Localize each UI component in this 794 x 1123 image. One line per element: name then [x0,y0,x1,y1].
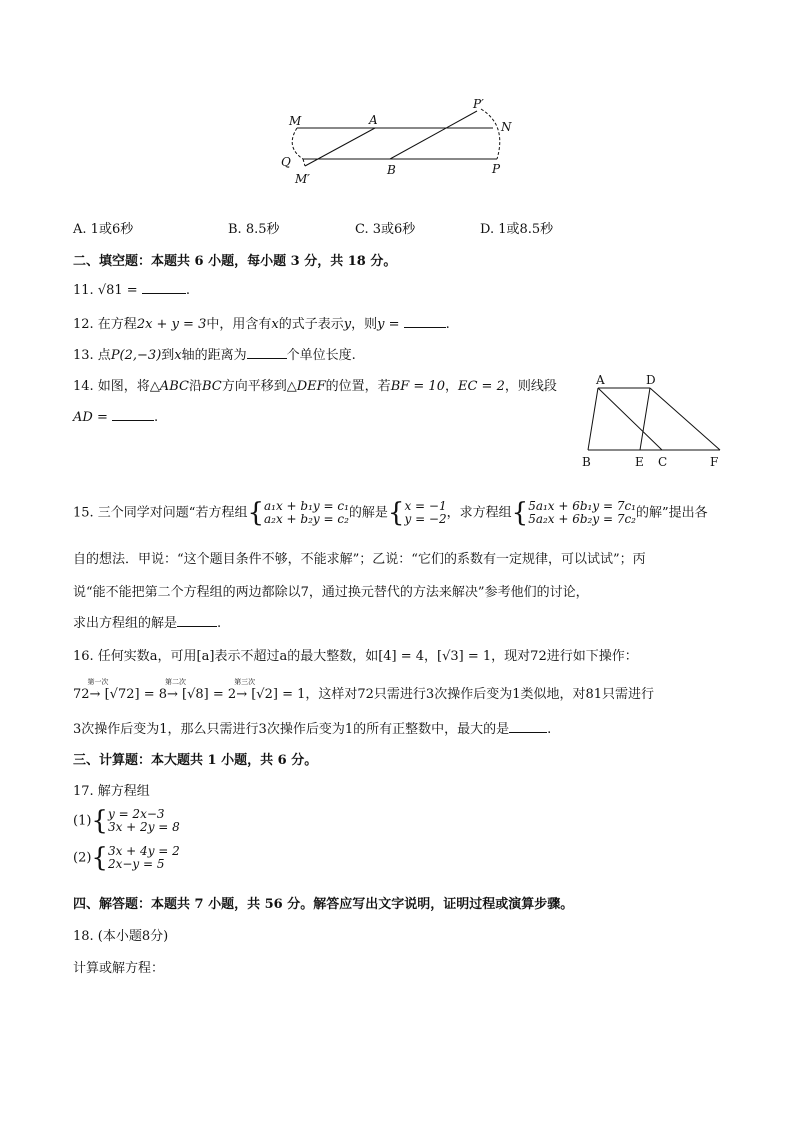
question-16-line1: 16. 任何实数a，可用[a]表示不超过a的最大整数，如[4] = 4，[√3] = 1，现对72进行如下操作： [73,649,638,664]
question-14: 14. 如图，将△ABC沿BC方向平移到△DEF的位置，若BF = 10，EC = 2，则线段 [73,379,557,394]
figure-triangles [578,372,728,472]
question-12: 12. 在方程2x + y = 3中，用含有x的式子表示y，则y = . [73,317,450,332]
label-P: P [492,162,501,176]
question-16-line3: 3次操作后变为1，那么只需进行3次操作后变为1的所有正整数中，最大的是 . [73,722,552,737]
section-4-title: 四、解答题：本题共 7 小题，共 56 分。解答应写出文字说明，证明过程或演算步骤。 [73,897,574,912]
label-Q: Q [281,155,291,169]
section-2-title: 二、填空题：本题共 6 小题，每小题 3 分，共 18 分。 [73,254,397,269]
label-A: A [369,113,378,127]
label-B: B [582,455,591,469]
question-17-part2: (2){ 3x + 4y = 2 2x−y = 5 [73,843,180,873]
label-B: B [387,163,396,177]
label-N: N [501,120,512,134]
question-17-title: 17. 解方程组 [73,784,150,799]
question-11: 11. √81 = . [73,283,190,298]
question-18-text: 计算或解方程： [73,961,165,976]
figure-translation [275,95,525,190]
question-17-part1: (1){ y = 2x−3 3x + 2y = 8 [73,806,180,836]
label-M: M [289,114,302,128]
label-F: F [710,455,719,469]
label-M-prime: M′ [295,172,311,186]
option-c: C. 3或6秒 [355,222,416,237]
question-15: 15. 三个同学对问题“若方程组{ a₁x + b₁y = c₁ a₂x + b₂y = c₂ 的解是{ x = −1 y = −2 ，求方程组{ 5a₁x + 6b₁y = 7c₁ 5a₂x + 6b₂y = 7c₂ 的解”提出各 [73,498,708,528]
label-D: D [646,373,656,387]
label-P-prime: P′ [473,97,484,111]
question-15-line4: 求出方程组的解是 . [73,616,222,631]
question-15-line2: 自的想法．甲说：“这个题目条件不够，不能求解”；乙说：“它们的系数有一定规律，可以试试”；丙 [73,552,646,567]
question-15-line3: 说“能不能把第二个方程组的两边都除以7，通过换元替代的方法来解决”参考他们的讨论， [73,585,589,600]
label-E: E [635,455,644,469]
option-b: B. 8.5秒 [228,222,280,237]
question-13: 13. 点P(2,−3)到x轴的距离为 个单位长度. [73,348,356,363]
label-A: A [596,373,605,387]
question-14-line2: AD = . [73,410,159,425]
option-a: A. 1或6秒 [73,222,134,237]
question-18-title: 18. (本小题8分) [73,929,169,944]
option-d: D. 1或8.5秒 [480,222,554,237]
section-3-title: 三、计算题：本大题共 1 小题，共 6 分。 [73,753,318,768]
question-16-line2: 72 第一次 → [√72] = 8 第二次 → [√8] = 2 第三次 → [√2] = 1，这样对72只需进行3次操作后变为1类似地，对81只需进行 [73,678,655,702]
label-C: C [658,455,668,469]
